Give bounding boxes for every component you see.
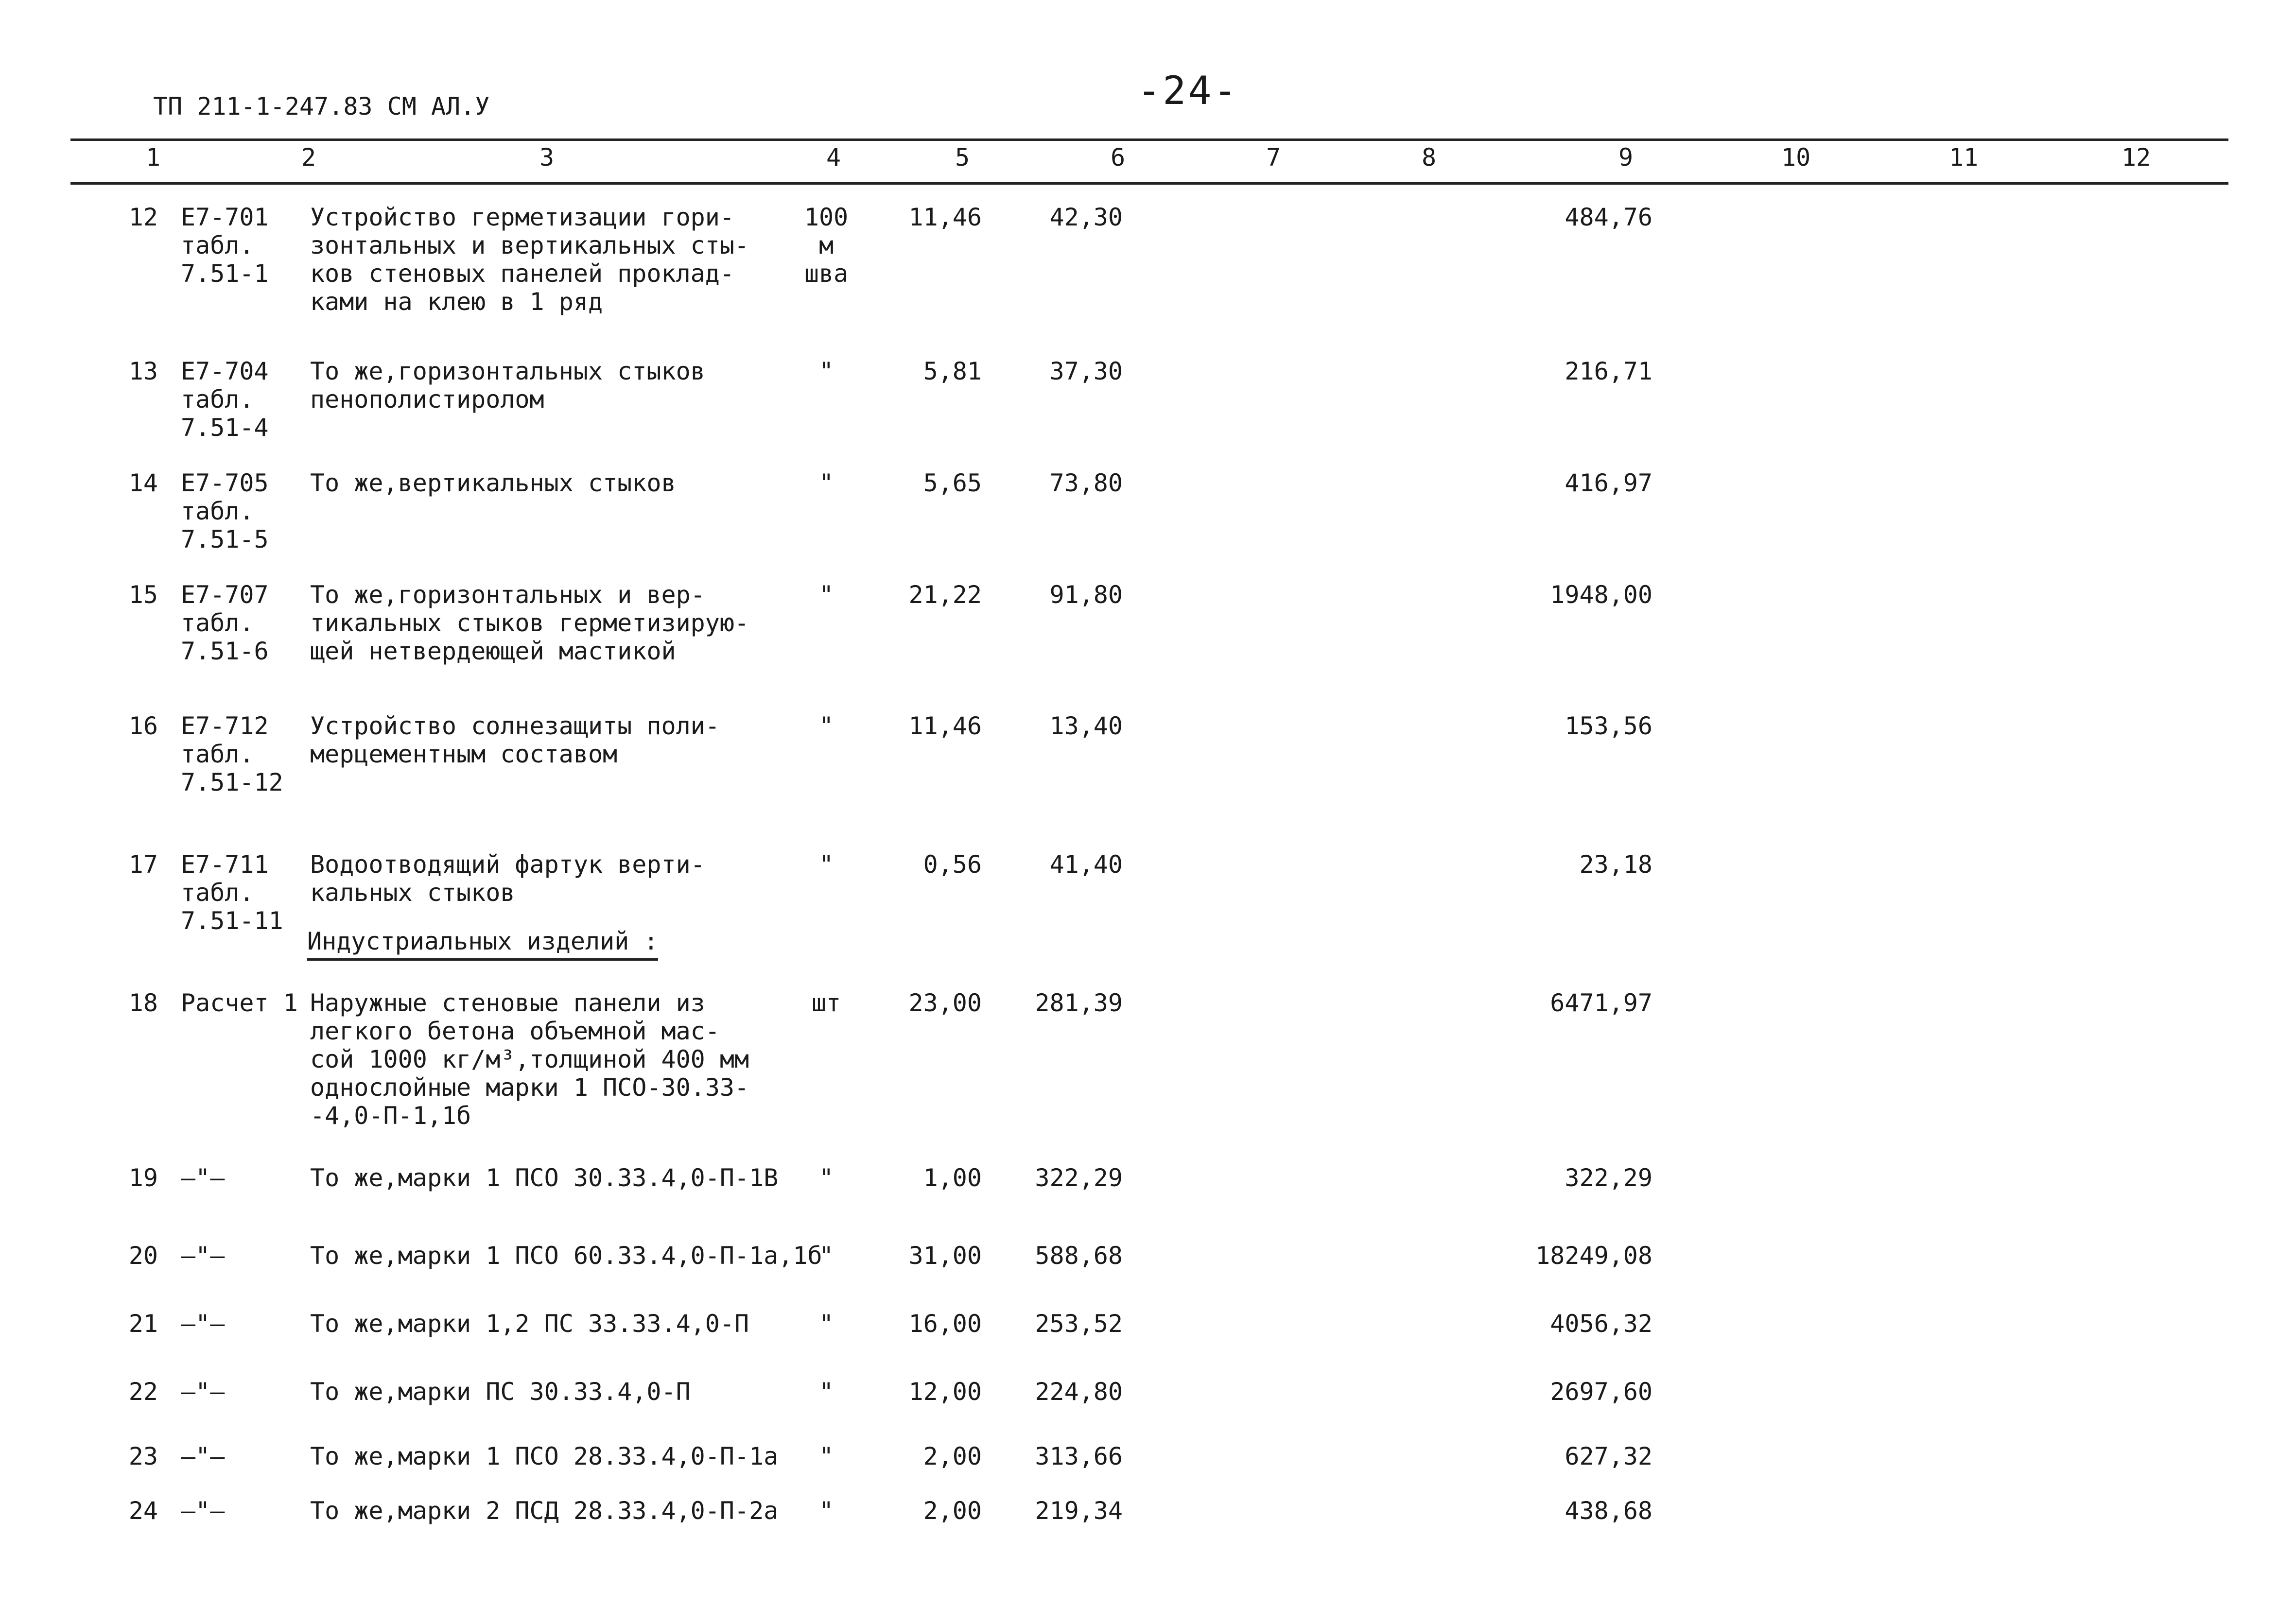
quantity: 11,46 [908, 712, 982, 740]
rate-code-line: табл. [181, 497, 254, 525]
quantity: 1,00 [923, 1164, 982, 1192]
rate-code [181, 712, 283, 796]
work-description-line: мерцементным составом [310, 740, 618, 768]
section-heading: Индустриальных изделий : [307, 927, 658, 961]
column-number-3: 3 [539, 143, 555, 172]
rate-code [181, 1242, 225, 1270]
row-number: 15 [128, 581, 158, 609]
unit-price: 281,39 [1035, 989, 1123, 1017]
work-description [310, 989, 749, 1130]
work-description [310, 1164, 778, 1192]
unit-of-measure-line: " [818, 357, 834, 385]
unit-of-measure-line: " [818, 1242, 834, 1270]
unit-price: 91,80 [1049, 581, 1123, 609]
unit-price: 13,40 [1049, 712, 1123, 740]
row-number: 18 [128, 989, 158, 1017]
rate-code-line: Е7-712 [181, 712, 269, 740]
rate-code-line: 7.51-5 [181, 525, 269, 553]
rate-code [181, 1497, 225, 1525]
unit-price: 322,29 [1035, 1164, 1123, 1192]
unit-price: 42,30 [1049, 203, 1123, 231]
rate-code-line: 7.51-6 [181, 637, 269, 665]
unit-of-measure-line: " [818, 850, 834, 879]
row-number: 21 [128, 1310, 158, 1338]
total-cost: 18249,08 [1535, 1242, 1652, 1270]
work-description-line: То же,марки 1 ПСО 30.33.4,0-П-1В [310, 1164, 779, 1192]
work-description-line: То же,марки 2 ПСД 28.33.4,0-П-2а [310, 1497, 779, 1525]
row-number: 17 [128, 850, 158, 879]
rate-code-line: 7.51-11 [181, 907, 283, 935]
work-description [310, 469, 676, 497]
unit-of-measure [792, 1242, 860, 1270]
total-cost: 322,29 [1565, 1164, 1652, 1192]
work-description [310, 1378, 691, 1406]
unit-price: 41,40 [1049, 850, 1123, 879]
unit-price: 588,68 [1035, 1242, 1123, 1270]
unit-price: 313,66 [1035, 1442, 1123, 1470]
rate-code-line: —"— [181, 1164, 225, 1192]
unit-of-measure-line: 100 [804, 203, 849, 231]
total-cost: 484,76 [1565, 203, 1652, 231]
row-number: 14 [128, 469, 158, 497]
unit-price: 73,80 [1049, 469, 1123, 497]
total-cost: 216,71 [1565, 357, 1652, 385]
unit-of-measure [792, 1310, 860, 1338]
rate-code-line: Е7-705 [181, 469, 269, 497]
top-rule [70, 138, 2228, 141]
unit-of-measure [792, 581, 860, 609]
quantity: 23,00 [908, 989, 982, 1017]
rate-code-line: Расчет 1 [181, 989, 298, 1017]
rate-code-line: табл. [181, 609, 254, 637]
unit-of-measure-line: " [818, 469, 834, 497]
rate-code-line: Е7-711 [181, 850, 269, 879]
quantity: 21,22 [908, 581, 982, 609]
total-cost: 438,68 [1565, 1497, 1652, 1525]
work-description [310, 712, 720, 768]
work-description-line: сой 1000 кг/м³,толщиной 400 мм [310, 1045, 749, 1073]
total-cost: 153,56 [1565, 712, 1652, 740]
work-description-line: Устройство герметизации гори- [310, 203, 734, 231]
work-description-line: То же,горизонтальных и вер- [310, 581, 705, 609]
column-number-12: 12 [2122, 143, 2151, 172]
unit-of-measure-line: " [818, 581, 834, 609]
unit-of-measure-line: " [818, 1442, 834, 1470]
work-description-line: То же,марки ПС 30.33.4,0-П [310, 1378, 691, 1406]
unit-of-measure-line: шт [811, 989, 841, 1017]
rate-code-line: 7.51-4 [181, 414, 269, 442]
quantity: 31,00 [908, 1242, 982, 1270]
column-number-7: 7 [1266, 143, 1281, 172]
work-description [310, 357, 705, 414]
column-number-2: 2 [301, 143, 316, 172]
unit-of-measure [792, 1164, 860, 1192]
work-description-line: Наружные стеновые панели из [310, 989, 705, 1017]
total-cost: 627,32 [1565, 1442, 1652, 1470]
unit-of-measure [792, 469, 860, 497]
rate-code-line: табл. [181, 385, 254, 414]
page-number: -24- [1137, 68, 1239, 113]
work-description [310, 850, 705, 907]
row-number: 24 [128, 1497, 158, 1525]
column-number-8: 8 [1422, 143, 1437, 172]
total-cost: 2697,60 [1550, 1378, 1652, 1406]
document-code: ТП 211-1-247.83 СМ АЛ.У [153, 92, 490, 121]
rate-code-line: табл. [181, 231, 254, 259]
work-description-line: однослойные марки 1 ПСО-30.33- [310, 1073, 749, 1102]
rate-code [181, 1310, 225, 1338]
quantity: 16,00 [908, 1310, 982, 1338]
rate-code-line: —"— [181, 1442, 225, 1470]
unit-of-measure [792, 989, 860, 1017]
row-number: 22 [128, 1378, 158, 1406]
column-number-10: 10 [1781, 143, 1811, 172]
rate-code [181, 469, 269, 553]
unit-of-measure-line: шва [804, 259, 849, 288]
rate-code-line: —"— [181, 1242, 225, 1270]
quantity: 5,65 [923, 469, 982, 497]
rate-code [181, 1378, 225, 1406]
rate-code-line: Е7-707 [181, 581, 269, 609]
quantity: 12,00 [908, 1378, 982, 1406]
column-number-9: 9 [1618, 143, 1634, 172]
total-cost: 4056,32 [1550, 1310, 1652, 1338]
work-description-line: пенополистиролом [310, 385, 544, 414]
unit-of-measure [792, 357, 860, 385]
unit-price: 37,30 [1049, 357, 1123, 385]
column-number-6: 6 [1111, 143, 1126, 172]
work-description-line: ков стеновых панелей проклад- [310, 259, 734, 288]
unit-of-measure [792, 1442, 860, 1470]
total-cost: 1948,00 [1550, 581, 1652, 609]
rate-code-line: Е7-701 [181, 203, 269, 231]
work-description [310, 1310, 749, 1338]
unit-of-measure-line: " [818, 1310, 834, 1338]
work-description-line: То же,марки 1 ПСО 28.33.4,0-П-1а [310, 1442, 779, 1470]
unit-of-measure-line: м [818, 231, 834, 259]
work-description-line: щей нетвердеющей мастикой [310, 637, 676, 665]
work-description-line: легкого бетона объемной мас- [310, 1017, 720, 1045]
work-description-line: Водоотводящий фартук верти- [310, 850, 705, 879]
row-number: 20 [128, 1242, 158, 1270]
work-description [310, 203, 749, 316]
unit-of-measure [792, 1378, 860, 1406]
work-description-line: То же,марки 1 ПСО 60.33.4,0-П-1а,1б [310, 1242, 822, 1270]
unit-of-measure-line: " [818, 1497, 834, 1525]
rate-code [181, 989, 298, 1017]
work-description-line: То же,марки 1,2 ПС 33.33.4,0-П [310, 1310, 749, 1338]
work-description [310, 1242, 822, 1270]
rate-code-line: —"— [181, 1378, 225, 1406]
rate-code [181, 581, 269, 665]
rate-code [181, 1164, 225, 1192]
unit-of-measure [792, 850, 860, 879]
rate-code [181, 850, 283, 935]
rate-code-line: табл. [181, 740, 254, 768]
row-number: 12 [128, 203, 158, 231]
column-number-1: 1 [146, 143, 161, 172]
unit-of-measure [792, 203, 860, 288]
rate-code-line: —"— [181, 1310, 225, 1338]
work-description-line: -4,0-П-1,1б [310, 1102, 471, 1130]
work-description-line: зонтальных и вертикальных сты- [310, 231, 749, 259]
rate-code-line: 7.51-1 [181, 259, 269, 288]
work-description-line: Устройство солнезащиты поли- [310, 712, 720, 740]
row-number: 16 [128, 712, 158, 740]
unit-price: 219,34 [1035, 1497, 1123, 1525]
unit-of-measure-line: " [818, 712, 834, 740]
work-description-line: кальных стыков [310, 879, 515, 907]
work-description-line: То же,горизонтальных стыков [310, 357, 705, 385]
rate-code-line: Е7-704 [181, 357, 269, 385]
row-number: 23 [128, 1442, 158, 1470]
header-rule [70, 182, 2228, 185]
work-description [310, 1442, 778, 1470]
quantity: 2,00 [923, 1442, 982, 1470]
unit-of-measure [792, 712, 860, 740]
rate-code [181, 357, 269, 442]
rate-code-line: 7.51-12 [181, 768, 283, 796]
unit-price: 224,80 [1035, 1378, 1123, 1406]
total-cost: 416,97 [1565, 469, 1652, 497]
work-description-line: То же,вертикальных стыков [310, 469, 676, 497]
rate-code-line: табл. [181, 879, 254, 907]
total-cost: 23,18 [1579, 850, 1652, 879]
rate-code [181, 1442, 225, 1470]
work-description [310, 1497, 778, 1525]
unit-of-measure-line: " [818, 1164, 834, 1192]
rate-code [181, 203, 269, 288]
quantity: 11,46 [908, 203, 982, 231]
work-description [310, 581, 749, 665]
work-description-line: ками на клею в 1 ряд [310, 288, 603, 316]
work-description-line: тикальных стыков герметизирую- [310, 609, 749, 637]
quantity: 2,00 [923, 1497, 982, 1525]
column-number-5: 5 [955, 143, 970, 172]
quantity: 0,56 [923, 850, 982, 879]
rate-code-line: —"— [181, 1497, 225, 1525]
unit-price: 253,52 [1035, 1310, 1123, 1338]
row-number: 19 [128, 1164, 158, 1192]
column-number-header [0, 143, 2296, 177]
unit-of-measure-line: " [818, 1378, 834, 1406]
column-number-11: 11 [1949, 143, 1979, 172]
unit-of-measure [792, 1497, 860, 1525]
quantity: 5,81 [923, 357, 982, 385]
total-cost: 6471,97 [1550, 989, 1652, 1017]
row-number: 13 [128, 357, 158, 385]
column-number-4: 4 [826, 143, 841, 172]
